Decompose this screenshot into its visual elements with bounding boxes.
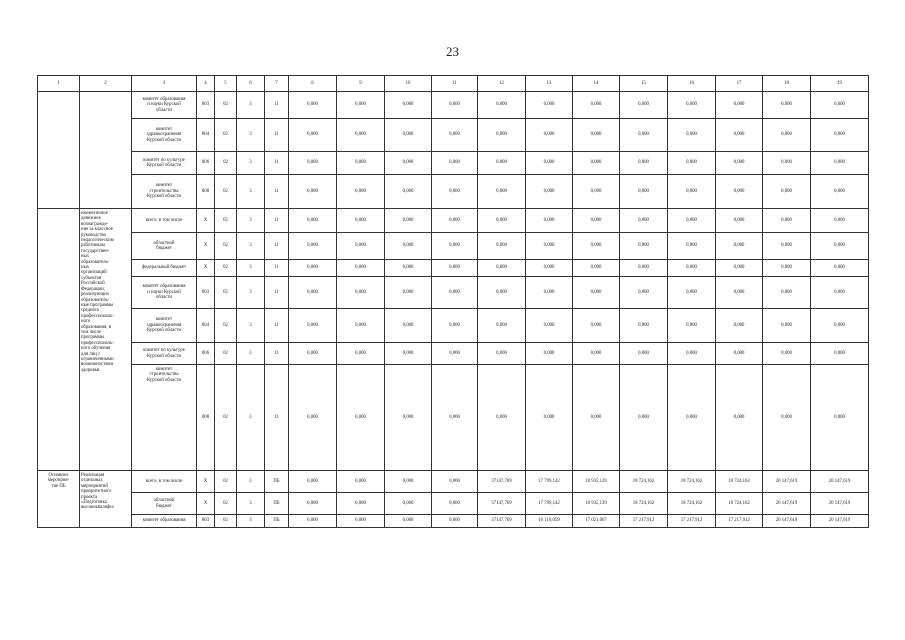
value-cell: 0,000 xyxy=(385,277,432,309)
value-cell: 0,000 xyxy=(763,152,811,175)
code-cell-c6: 3 xyxy=(237,309,265,343)
recipient-cell: комитет строительства Курской области xyxy=(132,365,197,471)
column-header-15: 15 xyxy=(620,76,668,92)
main-event-description: Реализация отдельных мероприятий приоритетного проекта «Подготовка высококвалифи- xyxy=(80,471,132,528)
value-cell: 0,000 xyxy=(432,277,478,309)
value-cell: 0,000 xyxy=(620,365,668,471)
code-cell-c4: 806 xyxy=(197,152,215,175)
column-header-9: 9 xyxy=(337,76,385,92)
code-cell-c5: 02 xyxy=(215,343,237,365)
value-cell: 0,000 xyxy=(478,152,526,175)
recipient-cell: всего, в том числе xyxy=(132,471,197,493)
value-cell: 0,000 xyxy=(289,365,337,471)
value-cell: 20 147,619 xyxy=(811,471,869,493)
value-cell: 0,000 xyxy=(573,209,620,233)
value-cell: 0,000 xyxy=(716,233,763,260)
value-cell: 0,000 xyxy=(573,365,620,471)
value-cell: 0,000 xyxy=(385,260,432,277)
value-cell: 17 799,142 xyxy=(526,471,573,493)
value-cell: 0,000 xyxy=(289,119,337,152)
recipient-cell: комитет образования xyxy=(132,515,197,528)
value-cell: 0,000 xyxy=(526,365,573,471)
value-cell: 0,000 xyxy=(716,119,763,152)
value-cell: 0,000 xyxy=(668,233,716,260)
value-cell: 0,000 xyxy=(620,277,668,309)
column-header-19: 19 xyxy=(811,76,869,92)
value-cell: 0,000 xyxy=(478,92,526,119)
recipient-cell: комитет строительства Курской области xyxy=(132,175,197,209)
code-cell-c6: 3 xyxy=(237,209,265,233)
table-row xyxy=(38,309,869,343)
value-cell: 0,000 xyxy=(432,309,478,343)
value-cell: 0,000 xyxy=(620,343,668,365)
value-cell: 0,000 xyxy=(289,233,337,260)
value-cell: 0,000 xyxy=(289,493,337,515)
value-cell: 18 724,162 xyxy=(620,471,668,493)
value-cell: 0,000 xyxy=(432,343,478,365)
value-cell: 0,000 xyxy=(668,365,716,471)
recipient-cell: федеральный бюджет xyxy=(132,260,197,277)
value-cell: 0,000 xyxy=(811,92,869,119)
value-cell: 0,000 xyxy=(811,119,869,152)
column-header-2: 2 xyxy=(80,76,132,92)
value-cell: 0,000 xyxy=(526,119,573,152)
code-cell-c7: 11 xyxy=(265,233,289,260)
code-cell-c6: 3 xyxy=(237,260,265,277)
value-cell: 0,000 xyxy=(337,515,385,528)
table-row xyxy=(38,233,869,260)
table-row xyxy=(38,175,869,209)
continuation-col1 xyxy=(38,92,80,209)
code-cell-c4: 804 xyxy=(197,119,215,152)
recipient-cell: комитет образования и науки Курской области xyxy=(132,92,197,119)
value-cell: 37147,769 xyxy=(478,471,526,493)
code-cell-c5: 02 xyxy=(215,277,237,309)
recipient-cell: всего, в том числе xyxy=(132,209,197,233)
value-cell: 0,000 xyxy=(716,175,763,209)
code-cell-c4: Х xyxy=(197,493,215,515)
code-cell-c5: 02 xyxy=(215,260,237,277)
value-cell: 0,000 xyxy=(289,92,337,119)
value-cell: 18 724,162 xyxy=(716,493,763,515)
value-cell: 0,000 xyxy=(432,493,478,515)
value-cell: 0,000 xyxy=(337,309,385,343)
code-cell-c7: 11 xyxy=(265,309,289,343)
value-cell: 0,000 xyxy=(620,175,668,209)
code-cell-c4: 806 xyxy=(197,343,215,365)
value-cell: 0,000 xyxy=(432,92,478,119)
column-header-7: 7 xyxy=(265,76,289,92)
value-cell: 0,000 xyxy=(337,152,385,175)
value-cell: 0,000 xyxy=(763,119,811,152)
value-cell: 0,000 xyxy=(811,175,869,209)
code-cell-c7: ПБ xyxy=(265,493,289,515)
value-cell: 0,000 xyxy=(763,260,811,277)
value-cell: 0,000 xyxy=(573,233,620,260)
value-cell: 0,000 xyxy=(620,233,668,260)
value-cell: 0,000 xyxy=(573,119,620,152)
value-cell: 0,000 xyxy=(432,175,478,209)
value-cell: 0,000 xyxy=(573,175,620,209)
table-row xyxy=(38,471,869,493)
code-cell-c4: Х xyxy=(197,233,215,260)
value-cell: 0,000 xyxy=(432,471,478,493)
value-cell: 20 147,619 xyxy=(763,471,811,493)
value-cell: 0,000 xyxy=(385,175,432,209)
value-cell: 0,000 xyxy=(573,260,620,277)
table-row xyxy=(38,515,869,528)
value-cell: 0,000 xyxy=(478,233,526,260)
value-cell: 0,000 xyxy=(337,175,385,209)
value-cell: 20 147,619 xyxy=(763,515,811,528)
value-cell: 0,000 xyxy=(620,152,668,175)
value-cell: 0,000 xyxy=(337,277,385,309)
value-cell: 0,000 xyxy=(763,365,811,471)
code-cell-c7: ПБ xyxy=(265,515,289,528)
table-row xyxy=(38,277,869,309)
value-cell: 0,000 xyxy=(385,343,432,365)
code-cell-c6: 3 xyxy=(237,175,265,209)
value-cell: 0,000 xyxy=(337,233,385,260)
value-cell: 0,000 xyxy=(811,209,869,233)
recipient-cell: комитет по культуре Курской области xyxy=(132,343,197,365)
value-cell: 0,000 xyxy=(289,343,337,365)
value-cell: 0,000 xyxy=(478,209,526,233)
code-cell-c6: 3 xyxy=(237,343,265,365)
code-cell-c4: 808 xyxy=(197,175,215,209)
code-cell-c6: 3 xyxy=(237,119,265,152)
value-cell: 0,000 xyxy=(716,277,763,309)
code-cell-c4: 803 xyxy=(197,277,215,309)
value-cell: 0,000 xyxy=(478,343,526,365)
value-cell: 0,000 xyxy=(620,92,668,119)
column-header-17: 17 xyxy=(716,76,763,92)
code-cell-c6: 3 xyxy=(237,493,265,515)
table-row xyxy=(38,260,869,277)
value-cell: 17 799,142 xyxy=(526,493,573,515)
value-cell: 0,000 xyxy=(811,365,869,471)
column-header-4: 4 xyxy=(197,76,215,92)
value-cell: 0,000 xyxy=(478,309,526,343)
code-cell-c5: 02 xyxy=(215,152,237,175)
value-cell: 0,000 xyxy=(385,119,432,152)
value-cell: 0,000 xyxy=(289,209,337,233)
value-cell: 0,000 xyxy=(478,175,526,209)
code-cell-c4: Х xyxy=(197,209,215,233)
value-cell: 0,000 xyxy=(432,152,478,175)
value-cell: 0,000 xyxy=(763,92,811,119)
value-cell: 18 724,162 xyxy=(716,471,763,493)
code-cell-c5: 02 xyxy=(215,471,237,493)
column-header-11: 11 xyxy=(432,76,478,92)
value-cell: 0,000 xyxy=(811,233,869,260)
value-cell: 0,000 xyxy=(385,233,432,260)
value-cell: 20 147,619 xyxy=(811,493,869,515)
table-row xyxy=(38,493,869,515)
recipient-cell: комитет здравоохранения Курской области xyxy=(132,119,197,152)
value-cell: 0,000 xyxy=(716,365,763,471)
value-cell: 0,000 xyxy=(716,92,763,119)
value-cell: 0,000 xyxy=(526,209,573,233)
code-cell-c5: 02 xyxy=(215,515,237,528)
value-cell: 0,000 xyxy=(526,233,573,260)
code-cell-c5: 02 xyxy=(215,309,237,343)
value-cell: 0,000 xyxy=(526,277,573,309)
value-cell: 18 724,162 xyxy=(668,471,716,493)
value-cell: 0,000 xyxy=(668,343,716,365)
code-cell-c6: 3 xyxy=(237,515,265,528)
value-cell: 0,000 xyxy=(620,209,668,233)
value-cell: 0,000 xyxy=(385,471,432,493)
code-cell-c7: 11 xyxy=(265,175,289,209)
value-cell: 0,000 xyxy=(668,175,716,209)
code-cell-c6: 3 xyxy=(237,277,265,309)
value-cell: 0,000 xyxy=(385,493,432,515)
value-cell: 0,000 xyxy=(289,175,337,209)
recipient-cell: областной бюджет xyxy=(132,493,197,515)
value-cell: 0,000 xyxy=(716,152,763,175)
column-header-3: 3 xyxy=(132,76,197,92)
value-cell: 0,000 xyxy=(432,365,478,471)
value-cell: 20 147,619 xyxy=(763,493,811,515)
value-cell: 0,000 xyxy=(716,343,763,365)
code-cell-c7: 11 xyxy=(265,209,289,233)
value-cell: 0,000 xyxy=(337,209,385,233)
value-cell: 0,000 xyxy=(478,365,526,471)
value-cell: 0,000 xyxy=(337,365,385,471)
recipient-cell: комитет по культуре Курской области xyxy=(132,152,197,175)
main-event-label: Основное мероприя- тие ПБ xyxy=(38,471,80,528)
value-cell: 0,000 xyxy=(668,309,716,343)
value-cell: 0,000 xyxy=(573,92,620,119)
block-b-col1 xyxy=(38,209,80,471)
value-cell: 0,000 xyxy=(337,92,385,119)
table-row xyxy=(38,365,869,471)
column-header-6: 6 xyxy=(237,76,265,92)
value-cell: 0,000 xyxy=(526,309,573,343)
code-cell-c6: 3 xyxy=(237,152,265,175)
value-cell: 0,000 xyxy=(573,152,620,175)
header-row xyxy=(38,76,869,92)
value-cell: 0,000 xyxy=(385,209,432,233)
code-cell-c4: 803 xyxy=(197,515,215,528)
continuation-col2 xyxy=(80,92,132,209)
table-row xyxy=(38,209,869,233)
column-header-5: 5 xyxy=(215,76,237,92)
value-cell: 17 021,067 xyxy=(573,515,620,528)
code-cell-c4: 804 xyxy=(197,309,215,343)
code-cell-c5: 02 xyxy=(215,365,237,471)
column-header-12: 12 xyxy=(478,76,526,92)
value-cell: 0,000 xyxy=(526,175,573,209)
page-number: 23 xyxy=(446,44,459,59)
value-cell: 0,000 xyxy=(811,260,869,277)
code-cell-c5: 02 xyxy=(215,493,237,515)
value-cell: 18 724,162 xyxy=(620,493,668,515)
value-cell: 18 935,139 xyxy=(573,493,620,515)
table-body xyxy=(38,92,869,528)
value-cell: 18 935,139 xyxy=(573,471,620,493)
value-cell: 0,000 xyxy=(668,277,716,309)
value-cell: 0,000 xyxy=(337,471,385,493)
code-cell-c6: 3 xyxy=(237,471,265,493)
value-cell: 0,000 xyxy=(668,209,716,233)
code-cell-c4: 803 xyxy=(197,92,215,119)
value-cell: 0,000 xyxy=(432,515,478,528)
recipient-cell: комитет образования и науки Курской области xyxy=(132,277,197,309)
code-cell-c4: Х xyxy=(197,260,215,277)
value-cell: 0,000 xyxy=(811,309,869,343)
table-row xyxy=(38,92,869,119)
value-cell: 0,000 xyxy=(668,92,716,119)
value-cell: 0,000 xyxy=(337,260,385,277)
table-row xyxy=(38,152,869,175)
code-cell-c7: 11 xyxy=(265,277,289,309)
value-cell: 0,000 xyxy=(668,260,716,277)
value-cell: 0,000 xyxy=(526,92,573,119)
value-cell: 0,000 xyxy=(573,309,620,343)
value-cell: 0,000 xyxy=(478,260,526,277)
value-cell: 0,000 xyxy=(289,260,337,277)
code-cell-c7: 11 xyxy=(265,152,289,175)
value-cell: 0,000 xyxy=(763,233,811,260)
value-cell: 17 217,912 xyxy=(716,515,763,528)
value-cell: 0,000 xyxy=(763,277,811,309)
value-cell: 17 217,912 xyxy=(620,515,668,528)
value-cell: 0,000 xyxy=(432,119,478,152)
value-cell: 0,000 xyxy=(432,209,478,233)
value-cell: 20 147,619 xyxy=(811,515,869,528)
value-cell: 0,000 xyxy=(716,209,763,233)
code-cell-c7: 11 xyxy=(265,92,289,119)
code-cell-c5: 02 xyxy=(215,209,237,233)
column-header-8: 8 xyxy=(289,76,337,92)
value-cell: 0,000 xyxy=(289,309,337,343)
code-cell-c6: 3 xyxy=(237,365,265,471)
value-cell: 0,000 xyxy=(668,152,716,175)
value-cell: 37147,769 xyxy=(478,493,526,515)
value-cell: 0,000 xyxy=(337,343,385,365)
code-cell-c7: 11 xyxy=(265,343,289,365)
value-cell: 0,000 xyxy=(716,309,763,343)
code-cell-c7: 11 xyxy=(265,260,289,277)
value-cell: 0,000 xyxy=(337,493,385,515)
code-cell-c4: 808 xyxy=(197,365,215,471)
value-cell: 0,000 xyxy=(811,152,869,175)
code-cell-c7: 11 xyxy=(265,365,289,471)
column-header-10: 10 xyxy=(385,76,432,92)
value-cell: 0,000 xyxy=(337,119,385,152)
value-cell: 17 217,912 xyxy=(668,515,716,528)
value-cell: 18 724,162 xyxy=(668,493,716,515)
column-header-16: 16 xyxy=(668,76,716,92)
value-cell: 0,000 xyxy=(620,260,668,277)
value-cell: 0,000 xyxy=(478,119,526,152)
column-header-1: 1 xyxy=(38,76,80,92)
value-cell: 0,000 xyxy=(620,309,668,343)
measure-description: ежемесячное денежное вознагражде- ние за классное руководство педагогическим работникам государствен- ных образователь- ных организаций субъектов Российской Федерации, реализующих образователь- ные программы среднего профессиональ- ного образования, в том числе программы профессиональ- ного обучения для лиц с ограниченными возможностями здоровья xyxy=(80,209,132,471)
value-cell: 0,000 xyxy=(289,277,337,309)
budget-table xyxy=(37,75,869,528)
value-cell: 0,000 xyxy=(573,343,620,365)
value-cell: 0,000 xyxy=(385,515,432,528)
recipient-cell: комитет здравоохранения Курской области xyxy=(132,309,197,343)
value-cell: 0,000 xyxy=(385,309,432,343)
value-cell: 0,000 xyxy=(385,152,432,175)
code-cell-c7: ПБ xyxy=(265,471,289,493)
value-cell: 0,000 xyxy=(289,152,337,175)
table-row xyxy=(38,119,869,152)
value-cell: 0,000 xyxy=(526,260,573,277)
value-cell: 37147,769 xyxy=(478,515,526,528)
column-header-13: 13 xyxy=(526,76,573,92)
value-cell: 0,000 xyxy=(763,343,811,365)
value-cell: 0,000 xyxy=(668,119,716,152)
value-cell: 0,000 xyxy=(289,515,337,528)
column-header-18: 18 xyxy=(763,76,811,92)
value-cell: 0,000 xyxy=(432,260,478,277)
code-cell-c6: 3 xyxy=(237,233,265,260)
value-cell: 0,000 xyxy=(478,277,526,309)
value-cell: 0,000 xyxy=(385,92,432,119)
value-cell: 0,000 xyxy=(763,209,811,233)
value-cell: 0,000 xyxy=(526,152,573,175)
value-cell: 16 110,059 xyxy=(526,515,573,528)
value-cell: 0,000 xyxy=(811,277,869,309)
code-cell-c5: 02 xyxy=(215,92,237,119)
code-cell-c5: 02 xyxy=(215,119,237,152)
column-header-14: 14 xyxy=(573,76,620,92)
code-cell-c6: 3 xyxy=(237,92,265,119)
value-cell: 0,000 xyxy=(289,471,337,493)
code-cell-c5: 02 xyxy=(215,233,237,260)
recipient-cell: областной бюджет xyxy=(132,233,197,260)
value-cell: 0,000 xyxy=(811,343,869,365)
value-cell: 0,000 xyxy=(573,277,620,309)
code-cell-c7: 11 xyxy=(265,119,289,152)
table-row xyxy=(38,343,869,365)
value-cell: 0,000 xyxy=(763,309,811,343)
code-cell-c5: 02 xyxy=(215,175,237,209)
value-cell: 0,000 xyxy=(620,119,668,152)
value-cell: 0,000 xyxy=(385,365,432,471)
value-cell: 0,000 xyxy=(716,260,763,277)
value-cell: 0,000 xyxy=(432,233,478,260)
value-cell: 0,000 xyxy=(763,175,811,209)
code-cell-c4: Х xyxy=(197,471,215,493)
value-cell: 0,000 xyxy=(526,343,573,365)
